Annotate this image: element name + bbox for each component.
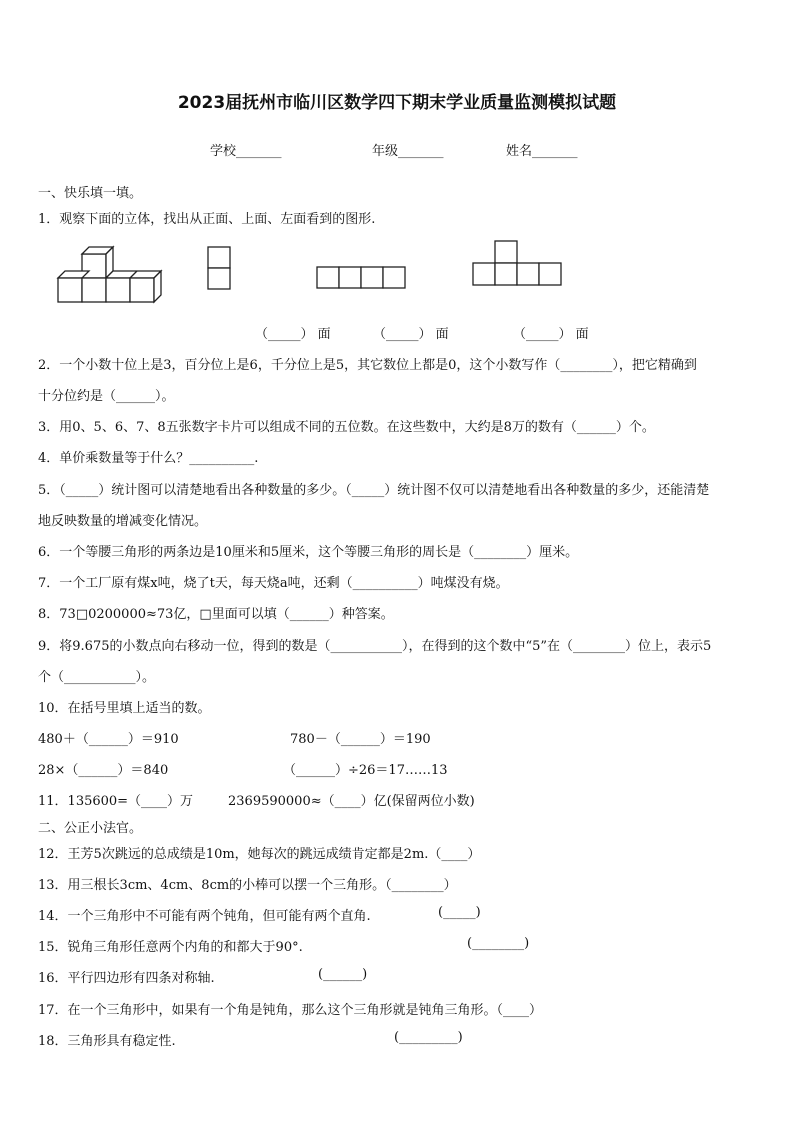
question-13: 13．用三根长3cm、4cm、8cm的小棒可以摆一个三角形。（________）	[38, 878, 457, 893]
q10-item-1: 480＋（______）＝910	[38, 732, 179, 747]
q10-item-2: 780－（______）＝190	[290, 732, 431, 747]
section-2-heading: 二、公正小法官。	[38, 821, 143, 836]
question-5: 5．（_____）统计图可以清楚地看出各种数量的多少。（_____）统计图不仅可以清楚地看出各种数量的多少，还能清楚	[38, 483, 710, 498]
question-18: 18．三角形具有稳定性.	[38, 1034, 176, 1049]
q10-item-3: 28×（______）＝840	[38, 763, 169, 778]
q1-blank-1[interactable]: （_____） 面	[255, 327, 331, 342]
section-1-heading: 一、快乐填一填。	[38, 186, 143, 201]
grade-field: 年级_______	[372, 144, 444, 159]
question-10: 10．在括号里填上适当的数。	[38, 701, 211, 716]
question-2: 2．一个小数十位上是3，百分位上是6，千分位上是5，其它数位上都是0，这个小数写作（________），把它精确到	[38, 358, 697, 373]
q1-blank-2[interactable]: （_____） 面	[373, 327, 449, 342]
question-15: 15．锐角三角形任意两个内角的和都大于90°.	[38, 940, 303, 955]
q16-blank[interactable]: (______)	[318, 967, 368, 982]
question-7: 7．一个工厂原有煤x吨，烧了t天，每天烧a吨，还剩（__________）吨煤没有烧。	[38, 576, 509, 591]
question-3: 3．用0、5、6、7、8五张数字卡片可以组成不同的五位数。在这些数中，大约是8万的数有（______）个。	[38, 420, 655, 435]
question-14: 14．一个三角形中不可能有两个钝角，但可能有两个直角.	[38, 909, 371, 924]
question-11-a: 11．135600=（____）万	[38, 794, 194, 809]
question-17: 17．在一个三角形中，如果有一个角是钝角，那么这个三角形就是钝角三角形。（____）	[38, 1003, 543, 1018]
q14-blank[interactable]: (_____)	[438, 905, 481, 920]
question-12: 12．王芳5次跳远的总成绩是10m，她每次的跳远成绩肯定都是2m.（____）	[38, 847, 481, 862]
q18-blank[interactable]: (_________)	[394, 1030, 463, 1045]
view-figure-vertical	[206, 245, 234, 291]
question-1: 1．观察下面的立体，找出从正面、上面、左面看到的图形.	[38, 212, 376, 227]
question-9-cont: 个（___________）。	[38, 670, 156, 685]
name-field: 姓名_______	[506, 144, 578, 159]
view-figure-row	[315, 265, 411, 291]
page-title: 2023届抚州市临川区数学四下期末学业质量监测模拟试题	[177, 93, 617, 113]
question-5-cont: 地反映数量的增减变化情况。	[38, 514, 208, 529]
question-8: 8．73□0200000≈73亿，□里面可以填（______）种答案。	[38, 607, 394, 622]
q10-item-4: （______）÷26＝17……13	[283, 763, 448, 778]
question-4: 4．单价乘数量等于什么？__________.	[38, 451, 259, 466]
question-11-b: 2369590000≈（____）亿(保留两位小数)	[228, 794, 475, 809]
question-6: 6．一个等腰三角形的两条边是10厘米和5厘米，这个等腰三角形的周长是（________）厘米。	[38, 545, 579, 560]
view-figure-t	[471, 239, 567, 289]
q15-blank[interactable]: (________)	[467, 936, 530, 951]
question-9: 9．将9.675的小数点向右移动一位，得到的数是（___________），在得到的这个数中“5”在（________）位上，表示5	[38, 639, 712, 654]
school-field: 学校_______	[210, 144, 282, 159]
question-16: 16．平行四边形有四条对称轴.	[38, 971, 215, 986]
solid-figure	[56, 242, 168, 306]
q1-blank-3[interactable]: （_____） 面	[513, 327, 589, 342]
question-2-cont: 十分位约是（______）。	[38, 389, 175, 404]
